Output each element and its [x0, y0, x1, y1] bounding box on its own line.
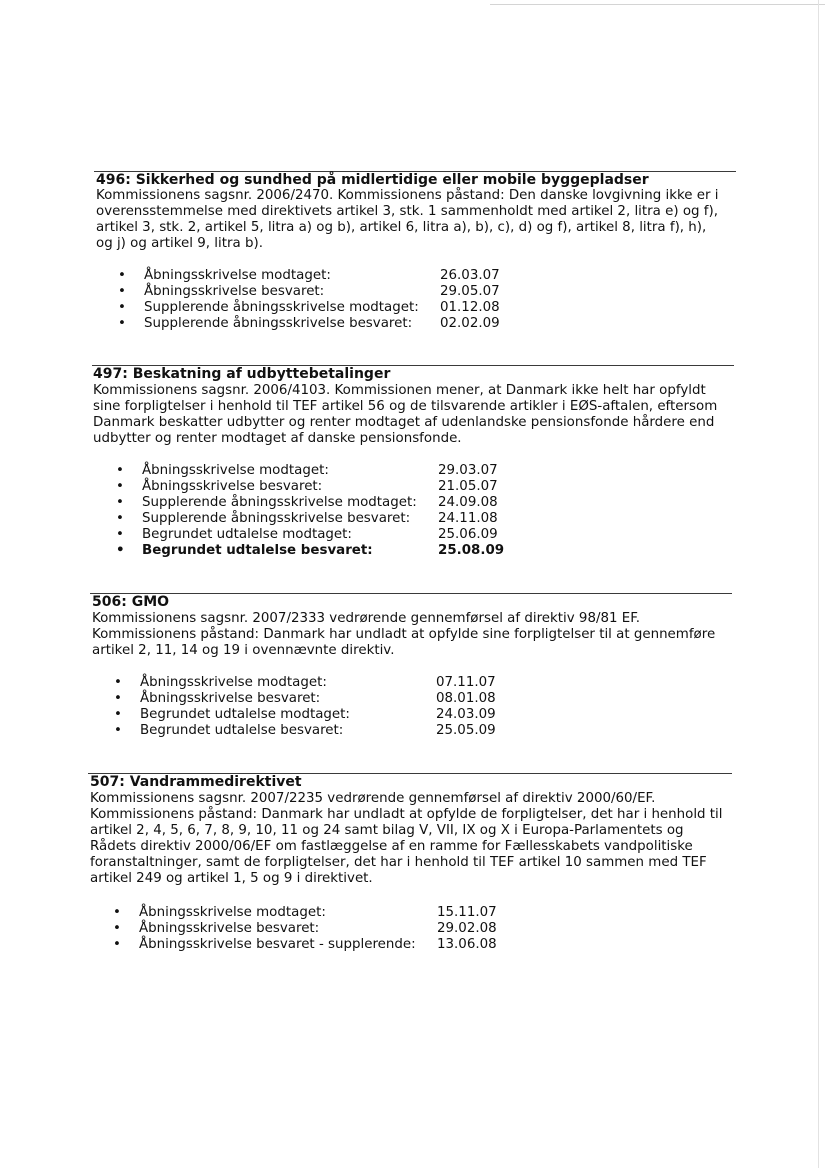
- status-date: 25.08.09: [438, 543, 505, 558]
- status-item-highlighted: [116, 543, 516, 559]
- description-line: Kommissionens påstand: Danmark har undladt at opfylde de forpligtelser, det har i henhold til: [90, 807, 723, 822]
- status-item: [113, 905, 513, 921]
- description-line: Rådets direktiv 2000/06/EF om fastlæggelse af en ramme for Fællesskabets vandpolitiske: [90, 839, 693, 854]
- description-line: Kommissionens påstand: Danmark har undladt at opfylde sine forpligtelser til at gennemføre: [92, 627, 716, 642]
- case-description: [90, 791, 723, 887]
- description-line: overensstemmelse med direktivets artikel 3, stk. 1 sammenholdt med artikel 2, litra e) og f),: [96, 204, 718, 219]
- scan-edge-right: [818, 0, 819, 1168]
- status-date: 24.09.08: [438, 495, 498, 510]
- status-label: Begrundet udtalelse besvaret:: [140, 723, 344, 738]
- bullet-icon: •: [116, 479, 124, 494]
- bullet-icon: •: [114, 675, 122, 690]
- status-date: 13.06.08: [437, 937, 497, 952]
- status-item: [118, 284, 518, 300]
- bullet-icon: •: [116, 495, 124, 510]
- case-heading: 507: Vandrammedirektivet: [90, 774, 302, 790]
- status-list: [118, 268, 518, 332]
- bullet-icon: •: [118, 268, 126, 283]
- bullet-icon: •: [116, 527, 124, 542]
- status-label: Begrundet udtalelse modtaget:: [140, 707, 350, 722]
- status-list: [114, 675, 514, 739]
- status-label: Supplerende åbningsskrivelse besvaret:: [144, 316, 413, 331]
- description-line: Kommissionens sagsnr. 2006/4103. Kommissionen mener, at Danmark ikke helt har opfyldt: [93, 383, 706, 398]
- bullet-icon: •: [113, 937, 121, 952]
- bullet-icon: •: [114, 691, 122, 706]
- case-heading: 496: Sikkerhed og sundhed på midlertidige eller mobile byggepladser: [96, 172, 649, 188]
- status-date: 25.05.09: [436, 723, 496, 738]
- description-line: foranstaltninger, samt de forpligtelser, det har i henhold til TEF artikel 10 sammen med TEF: [90, 855, 707, 870]
- case-heading: 497: Beskatning af udbyttebetalinger: [93, 366, 391, 382]
- status-item: [116, 511, 516, 527]
- section-divider: [90, 593, 732, 594]
- status-label: Begrundet udtalelse besvaret:: [142, 543, 373, 558]
- status-label: Åbningsskrivelse modtaget:: [142, 463, 329, 478]
- description-line: udbytter og renter modtaget af danske pensionsfonde.: [93, 431, 462, 446]
- status-item: [116, 463, 516, 479]
- case-description: [92, 611, 715, 659]
- status-item: [116, 495, 516, 511]
- status-item: [114, 691, 514, 707]
- status-date: 01.12.08: [440, 300, 500, 315]
- description-line: Kommissionens sagsnr. 2006/2470. Kommissionens påstand: Den danske lovgivning ikke er i: [96, 188, 719, 203]
- bullet-icon: •: [114, 723, 122, 738]
- description-line: Kommissionens sagsnr. 2007/2333 vedrørende gennemførsel af direktiv 98/81 EF.: [92, 611, 641, 626]
- status-label: Supplerende åbningsskrivelse modtaget:: [144, 300, 419, 315]
- status-item: [113, 937, 513, 953]
- scan-edge-top: [490, 4, 825, 5]
- description-line: Danmark beskatter udbytter og renter modtaget af udenlandske pensionsfonde hårdere end: [93, 415, 715, 430]
- status-list: [113, 905, 513, 953]
- bullet-icon: •: [116, 463, 124, 478]
- bullet-icon: •: [113, 921, 121, 936]
- status-item: [114, 707, 514, 723]
- description-line: artikel 2, 4, 5, 6, 7, 8, 9, 10, 11 og 24 samt bilag V, VII, IX og X i Europa-Parlamentets og: [90, 823, 684, 838]
- status-date: 15.11.07: [437, 905, 497, 920]
- status-label: Begrundet udtalelse modtaget:: [142, 527, 352, 542]
- status-date: 24.03.09: [436, 707, 496, 722]
- status-date: 29.02.08: [437, 921, 497, 936]
- status-item: [116, 479, 516, 495]
- status-label: Åbningsskrivelse besvaret:: [140, 691, 321, 706]
- description-line: sine forpligtelser i henhold til TEF artikel 56 og de tilsvarende artikler i EØS-aftalen, eftersom: [93, 399, 718, 414]
- status-label: Åbningsskrivelse besvaret:: [142, 479, 323, 494]
- bullet-icon: •: [113, 905, 121, 920]
- status-date: 08.01.08: [436, 691, 496, 706]
- bullet-icon: •: [118, 300, 126, 315]
- status-label: Åbningsskrivelse besvaret:: [144, 284, 325, 299]
- status-item: [116, 527, 516, 543]
- status-list: [116, 463, 516, 559]
- description-line: artikel 2, 11, 14 og 19 i ovennævnte direktiv.: [92, 643, 395, 658]
- status-label: Åbningsskrivelse besvaret - supplerende:: [139, 937, 416, 952]
- description-line: artikel 249 og artikel 1, 5 og 9 i direktivet.: [90, 871, 373, 886]
- bullet-icon: •: [114, 707, 122, 722]
- status-date: 07.11.07: [436, 675, 496, 690]
- status-date: 25.06.09: [438, 527, 498, 542]
- status-date: 29.05.07: [440, 284, 500, 299]
- bullet-icon: •: [116, 511, 124, 526]
- status-label: Supplerende åbningsskrivelse modtaget:: [142, 495, 417, 510]
- status-item: [118, 316, 518, 332]
- status-item: [113, 921, 513, 937]
- status-date: 21.05.07: [438, 479, 498, 494]
- bullet-icon: •: [118, 284, 126, 299]
- description-line: og j) og artikel 9, litra b).: [96, 236, 263, 251]
- status-label: Åbningsskrivelse modtaget:: [139, 905, 326, 920]
- status-date: 24.11.08: [438, 511, 498, 526]
- status-item: [118, 268, 518, 284]
- description-line: artikel 3, stk. 2, artikel 5, litra a) og b), artikel 6, litra a), b), c), d) og f), artikel 8, litra f), h),: [96, 220, 707, 235]
- case-heading: 506: GMO: [92, 594, 170, 610]
- status-date: 29.03.07: [438, 463, 498, 478]
- bullet-icon: •: [116, 543, 125, 558]
- status-label: Åbningsskrivelse modtaget:: [144, 268, 331, 283]
- status-date: 02.02.09: [440, 316, 500, 331]
- status-item: [118, 300, 518, 316]
- case-description: [93, 383, 717, 447]
- bullet-icon: •: [118, 316, 126, 331]
- description-line: Kommissionens sagsnr. 2007/2235 vedrørende gennemførsel af direktiv 2000/60/EF.: [90, 791, 656, 806]
- status-date: 26.03.07: [440, 268, 500, 283]
- status-label: Åbningsskrivelse modtaget:: [140, 675, 327, 690]
- status-item: [114, 675, 514, 691]
- status-label: Åbningsskrivelse besvaret:: [139, 921, 320, 936]
- case-description: [96, 188, 719, 252]
- status-item: [114, 723, 514, 739]
- status-label: Supplerende åbningsskrivelse besvaret:: [142, 511, 411, 526]
